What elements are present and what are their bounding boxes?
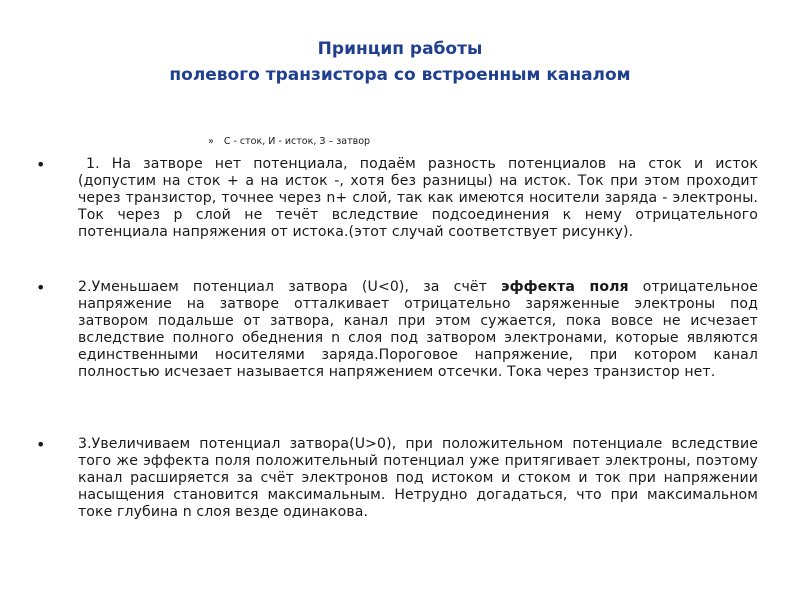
paragraph-2-text-after: отрицательное напряжение на затворе отталкивает отрицательно заряженные электроны под затвором подальше от затвора, канал при этом сужается, пока вовсе не исчезает вследствие полного обеднения n слоя под затвором электронами, которые являются единственными носителями заряда.Пороговое напряжение, при котором канал полностью исчезает называется напряжением отсечки. Тока через транзистор нет. [78, 279, 758, 380]
title-line-1: Принцип работы [317, 39, 483, 59]
legend-marker: » [208, 136, 214, 147]
paragraph-3-number: 3. [78, 436, 92, 452]
bullet-2: • [36, 278, 46, 297]
legend-text: С - сток, И - исток, З – затвор [223, 136, 371, 147]
bullet-3: • [36, 435, 46, 454]
paragraph-1-number: 1. [86, 156, 100, 172]
paragraph-2-number: 2. [78, 279, 92, 295]
paragraph-1-text: На затворе нет потенциала, подаём разность потенциалов на сток и исток (допустим на сток + а на исток -, хотя без разницы) на исток. Ток при этом проходит через транзистор, точнее через n+ слой, так как имеются носители заряда - электроны. Ток через p слой не течёт вследствие подсоединения к нему отрицательного потенциала напряжения от истока.(этот случай соответствует рисунку). [78, 156, 758, 240]
paragraph-2-text-before: Уменьшаем потенциал затвора (U<0), за счёт [91, 279, 502, 295]
paragraph-2 [78, 279, 758, 381]
paragraph-1 [78, 156, 758, 241]
paragraph-3 [78, 436, 758, 521]
title-line-2: полевого транзистора со встроенным каналом [169, 65, 631, 85]
paragraph-3-text: Увеличиваем потенциал затвора(U>0), при положительном потенциале вследствие того же эффекта поля положительный потенциал уже притягивает электроны, поэтому канал расширяется за счёт электронов под истоком и стоком и ток при напряжении насыщения становится максимальным. Нетрудно догадаться, что при максимальном токе глубина n слоя везде одинакова. [78, 436, 758, 520]
legend-note [208, 136, 370, 147]
bullet-1: • [36, 155, 46, 174]
paragraph-2-bold-term: эффекта поля [501, 279, 629, 295]
slide-title [0, 36, 800, 88]
